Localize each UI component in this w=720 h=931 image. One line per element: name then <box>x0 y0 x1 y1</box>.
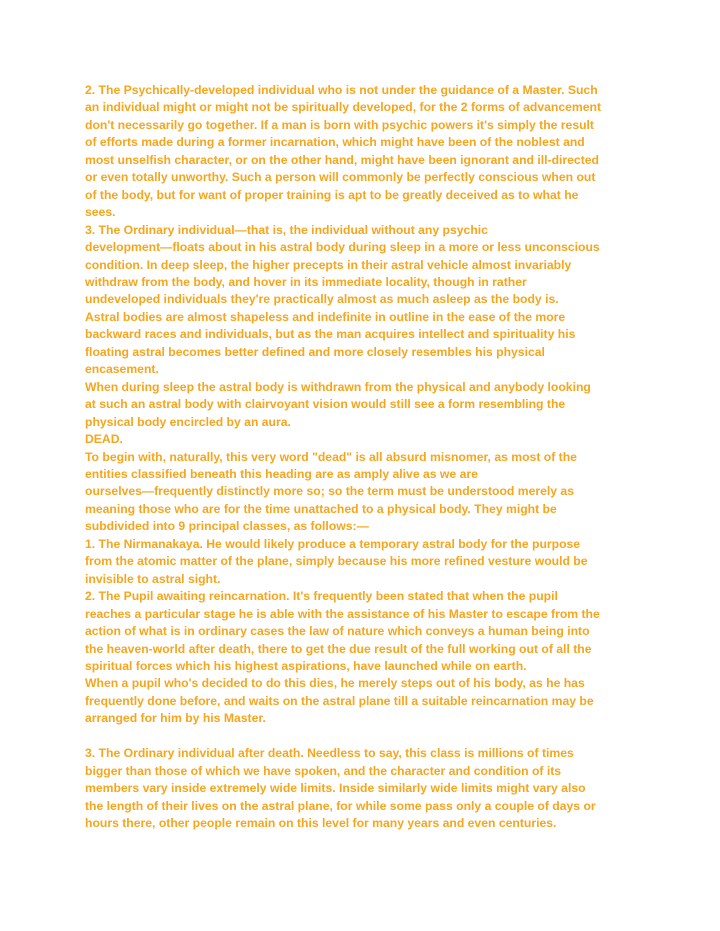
text-line: ourselves—frequently distinctly more so; so the term must be understood merely as <box>85 484 574 499</box>
text-line: physical body encircled by an aura. <box>85 414 291 429</box>
text-line: 2. The Pupil awaiting reincarnation. It's frequently been stated that when the pupil <box>85 589 558 604</box>
text-line: from the atomic matter of the plane, simply because his more refined vesture would be <box>85 554 588 569</box>
text-line: at such an astral body with clairvoyant vision would still see a form resembling the <box>85 397 566 412</box>
text-line: encasement. <box>85 362 159 377</box>
text-line: reaches a particular stage he is able with the assistance of his Master to escape from the <box>85 606 600 621</box>
text-line: of efforts made during a former incarnation, which might have been of the noblest and <box>85 135 585 150</box>
text-line: 1. The Nirmanakaya. He would likely produce a temporary astral body for the purpose <box>85 536 581 551</box>
text-line: Astral bodies are almost shapeless and indefinite in outline in the ease of the more <box>85 309 566 324</box>
text-line: hours there, other people remain on this level for many years and even centuries. <box>85 816 557 831</box>
text-line: 3. The Ordinary individual after death. Needless to say, this class is millions of times <box>85 746 574 761</box>
text-line: subdivided into 9 principal classes, as follows:— <box>85 519 369 534</box>
text-line: members vary inside extremely wide limits. Inside similarly wide limits might vary also <box>85 781 586 796</box>
text-line: the heaven-world after death, there to get the due result of the full working out of all the <box>85 641 592 656</box>
blank-line <box>85 728 637 745</box>
text-line: an individual might or might not be spiritually developed, for the 2 forms of advancement <box>85 100 602 115</box>
text-line: don't necessarily go together. If a man is born with psychic powers it's simply the result <box>85 117 594 132</box>
text-line: When a pupil who's decided to do this dies, he merely steps out of his body, as he has <box>85 676 585 691</box>
document-body <box>85 82 637 832</box>
text-line: of the body, but for want of proper training is apt to be greatly deceived as to what he <box>85 187 579 202</box>
text-line: action of what is in ordinary cases the law of nature which conveys a human being into <box>85 624 590 639</box>
text-line: or even totally unworthy. Such a person will commonly be perfectly conscious when out <box>85 170 596 185</box>
text-line: entities classified beneath this heading are as amply alive as we are <box>85 466 478 481</box>
text-line: meaning those who are for the time unattached to a physical body. They might be <box>85 501 557 516</box>
text-line: bigger than those of which we have spoken, and the character and condition of its <box>85 763 562 778</box>
text-line: spiritual forces which his highest aspirations, have launched while on earth. <box>85 658 527 673</box>
text-line: the length of their lives on the astral plane, for while some pass only a couple of days or <box>85 798 596 813</box>
text-line: most unselfish character, or on the other hand, might have been ignorant and ill-directed <box>85 152 599 167</box>
text-line: When during sleep the astral body is withdrawn from the physical and anybody looking <box>85 379 591 394</box>
text-line: condition. In deep sleep, the higher precepts in their astral vehicle almost invariably <box>85 257 572 272</box>
text-line: development—floats about in his astral body during sleep in a more or less unconscious <box>85 240 600 255</box>
text-line: frequently done before, and waits on the astral plane till a suitable reincarnation may be <box>85 693 594 708</box>
text-line: sees. <box>85 205 116 220</box>
text-line: invisible to astral sight. <box>85 571 221 586</box>
text-line: undeveloped individuals they're practically almost as much asleep as the body is. <box>85 292 559 307</box>
text-line: arranged for him by his Master. <box>85 711 266 726</box>
text-line: DEAD. <box>85 432 123 447</box>
text-line: withdraw from the body, and hover in its immediate locality, though in rather <box>85 274 527 289</box>
text-line: backward races and individuals, but as the man acquires intellect and spirituality his <box>85 327 576 342</box>
text-line: floating astral becomes better defined and more closely resembles his physical <box>85 344 545 359</box>
text-line: 2. The Psychically-developed individual who is not under the guidance of a Master. Such <box>85 83 598 97</box>
text-line: To begin with, naturally, this very word "dead" is all absurd misnomer, as most of the <box>85 449 577 464</box>
text-line: 3. The Ordinary individual—that is, the individual without any psychic <box>85 222 488 237</box>
